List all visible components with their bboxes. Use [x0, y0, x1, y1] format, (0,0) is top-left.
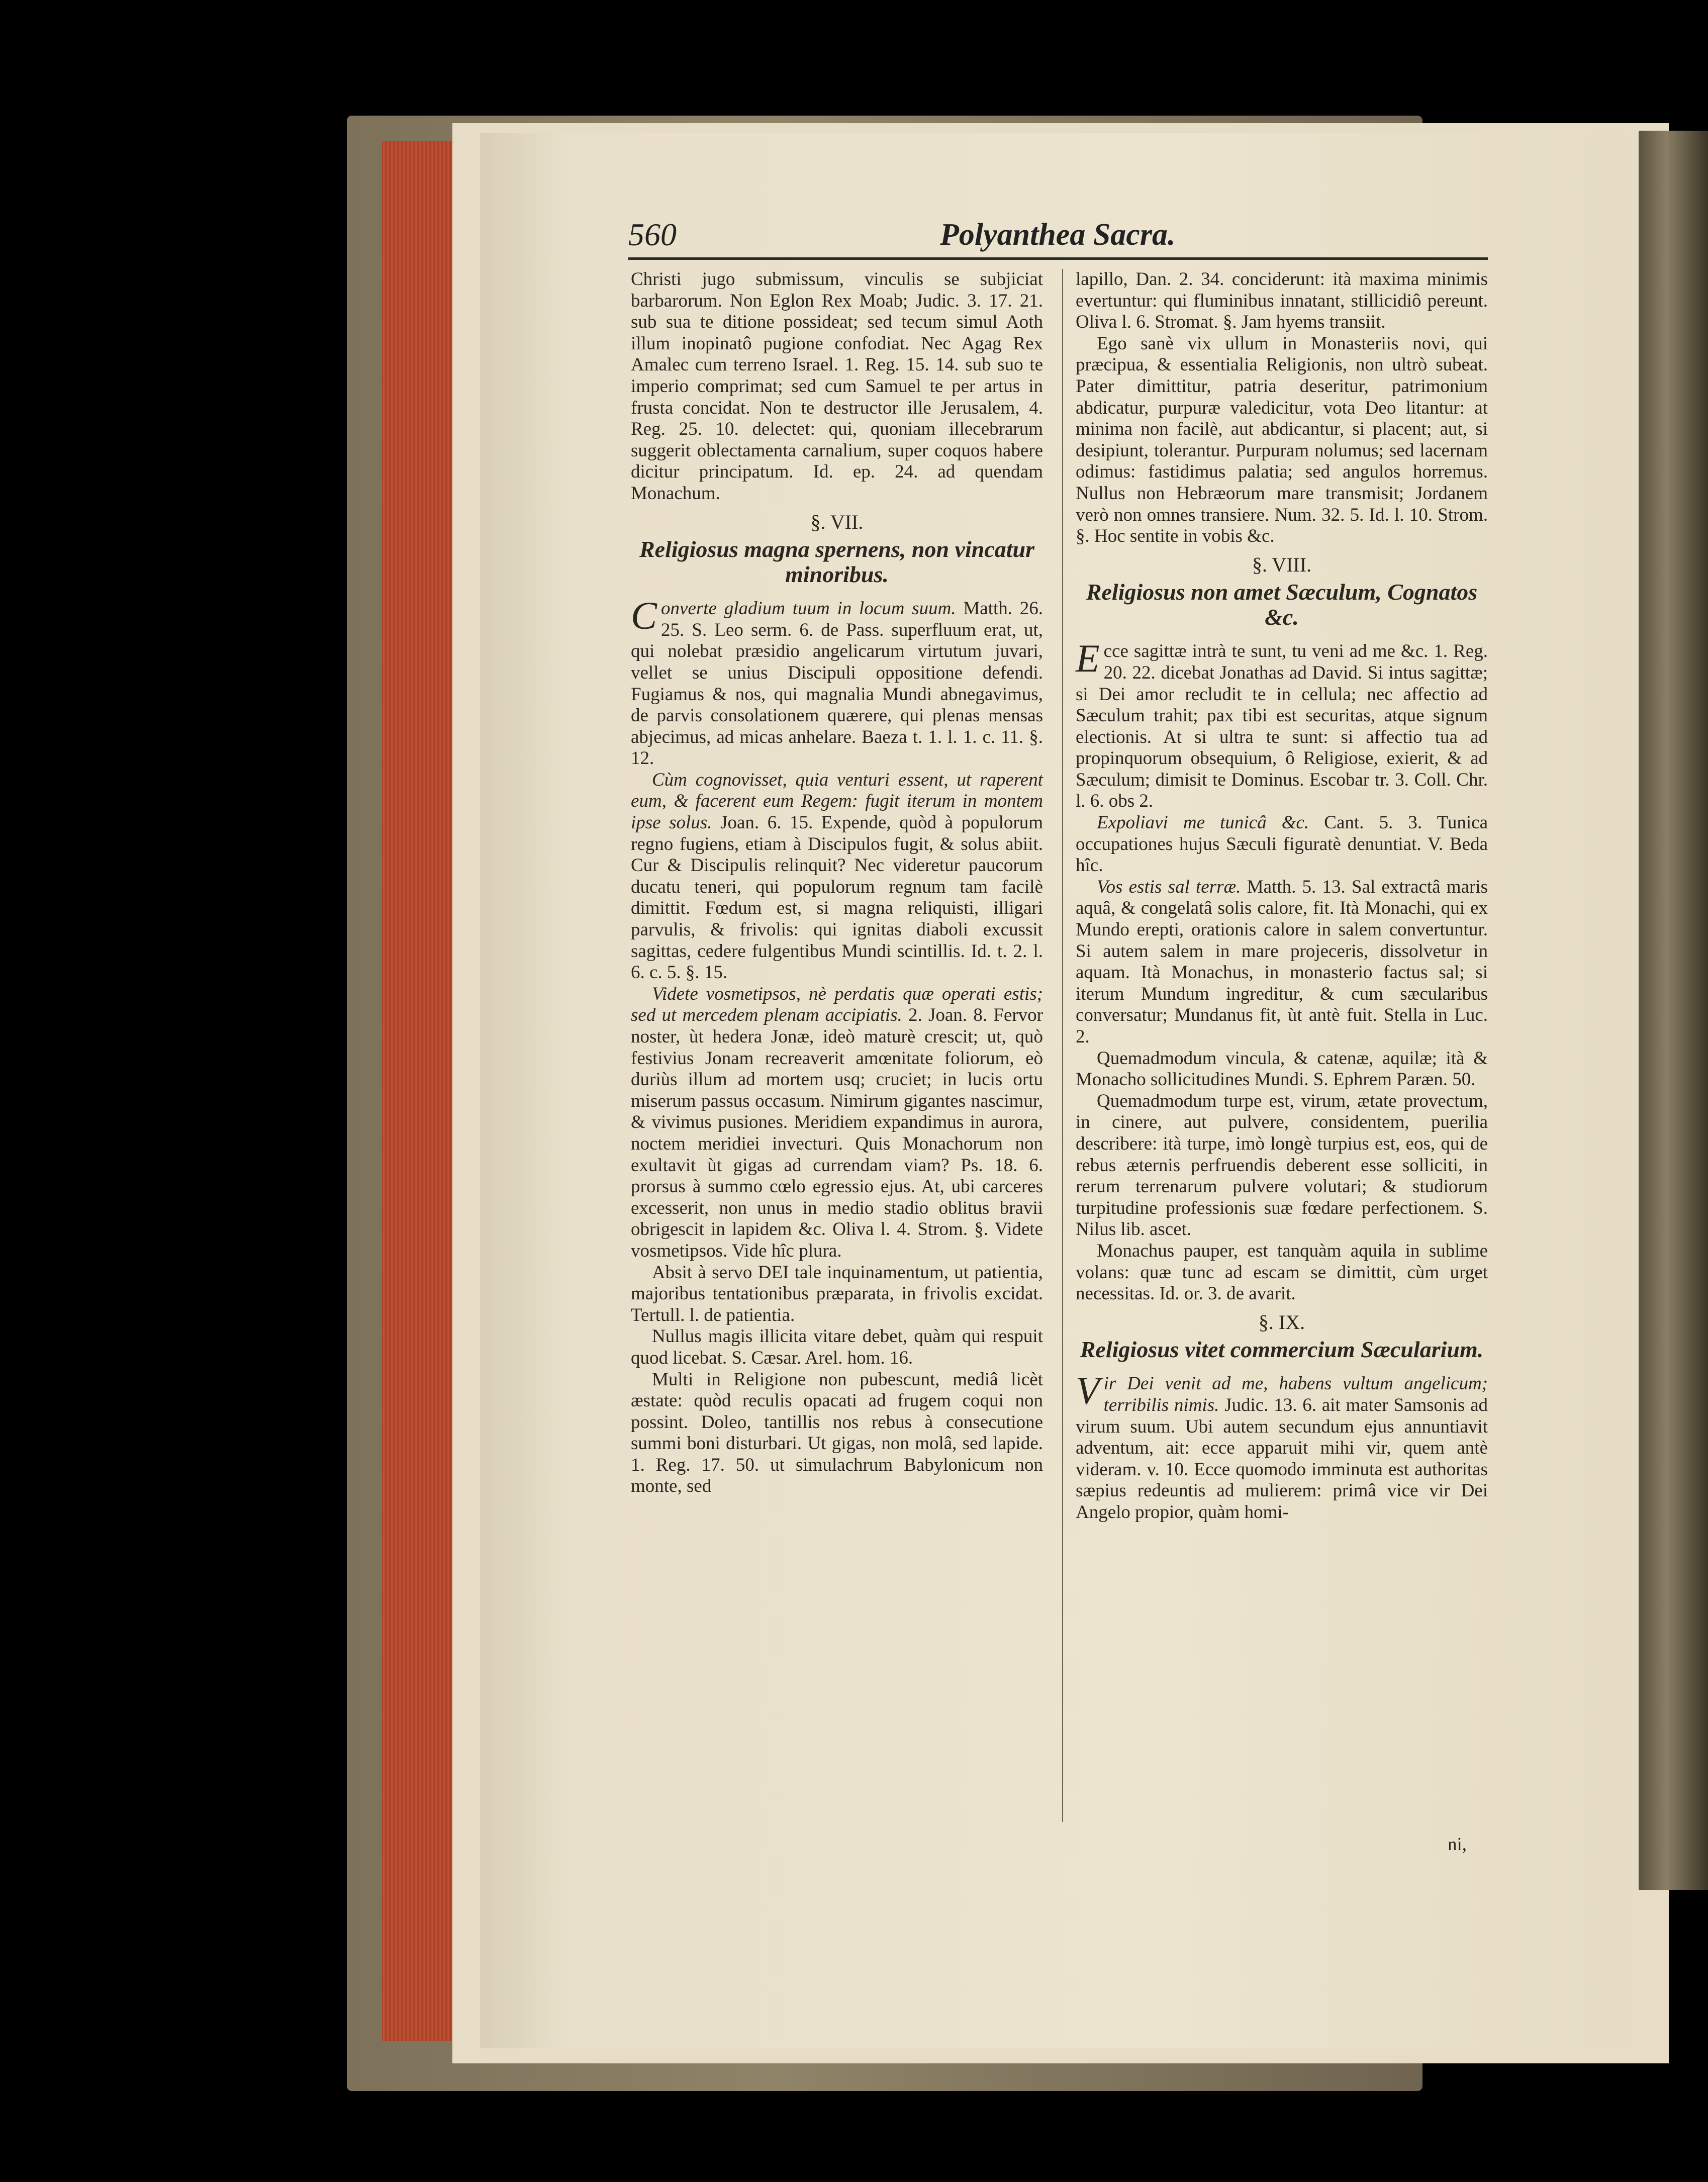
paragraph — [1076, 877, 1488, 1048]
drop-cap: V — [1076, 1369, 1100, 1413]
paragraph-text: Matth. 5. 13. Sal extractâ maris aquâ, & congelatâ solis calore, fit. Ità Monachi, qui ex Mundo erepti, orationis calore in salem convertuntur. Si autem salem in mare projeceris, dissolvetur in aquam. Ità Monachus, in monasterio factus sal; si iterum Mundum ingreditur, & cum sæcularibus conversatur; Mundanus fit, ùt antè fuit. Stella in Luc. 2. — [1076, 876, 1488, 1047]
section-title: Religiosus magna spernens, non vincatur minoribus. — [639, 536, 1035, 588]
paragraph: Multi in Religione non pubescunt, mediâ licèt æstate: quòd reculis opacati ad frugem coqui non possint. Doleo, tantillis nos rebus à consecutione summi boni disturbari. Ut gigas, non molâ, sed lapide. 1. Reg. 17. 50. ut simulachrum Babylonicum non monte, sed — [631, 1369, 1043, 1497]
paragraph — [631, 594, 1043, 770]
page-number: 560 — [628, 217, 677, 252]
adjacent-book — [1639, 131, 1708, 1890]
running-head — [628, 216, 1488, 264]
paragraph: Quemadmodum vincula, & catenæ, aquilæ; ità & Monacho sollicitudines Mundi. S. Ephrem Paræn. 50. — [1076, 1048, 1488, 1090]
paragraph — [1076, 812, 1488, 877]
catchword: ni, — [1448, 1834, 1467, 1855]
section-title: Religiosus non amet Sæculum, Cognatos &c. — [1086, 579, 1478, 630]
paragraph: Monachus pauper, est tanquàm aquila in sublime volans: quæ tunc ad escam se dimittit, cùm urget necessitas. Id. or. 3. de avarit. — [1076, 1240, 1488, 1304]
paragraph: Quemadmodum turpe est, virum, ætate provectum, in cinere, aut pulvere, considentem, puerilia describere: ità turpe, imò longè turpius est, eos, qui de rebus æternis perfruendis deberent esse solliciti, in rerum terrenarum pulvere volutari; & studiorum turpitudine professionis suæ fœdare perfectionem. S. Nilus lib. ascet. — [1076, 1090, 1488, 1240]
section-title: Religiosus vitet commercium Sæcularium. — [1080, 1337, 1484, 1363]
paragraph — [1076, 636, 1488, 812]
paragraph-text: Cant. 5. 3. Tunica occupationes hujus Sæculi figuratè denuntiat. V. Beda hîc. — [1076, 812, 1488, 876]
paragraph — [631, 984, 1043, 1262]
section-number: §. VIII. — [1252, 553, 1312, 576]
drop-cap: C — [631, 594, 657, 638]
scripture-quote: Cùm cognovisset, quia venturi essent, ut raperent eum, & facerent eum Regem: fugit iterum in montem ipse solus. — [631, 769, 1043, 833]
paragraph-text: Joan. 6. 15. Expende, quòd à populorum regno fugiens, etiam à Discipulos fugit, & solus abiit. Cur & Discipulis relinquit? Nec videretur paucorum ducatu teneri, qui populorum regnum tam facilè dimittit. Fœdum est, si magna reliquisti, illigari parvulis, & frivolis: qui ignitas diaboli excussit sagittas, cedere fulgentibus Mundi scintillis. Id. t. 2. l. 6. c. 5. §. 15. — [631, 812, 1043, 983]
scripture-quote: onverte gladium tuum in locum suum. — [661, 598, 956, 619]
column-divider — [1062, 269, 1063, 1822]
paragraph: Absit à servo DEI tale inquinamentum, ut patientia, majoribus tentationibus præparata, in frivolis excidat. Tertull. l. de patientia. — [631, 1262, 1043, 1325]
paragraph: Nullus magis illicita vitare debet, quàm qui respuit quod licebat. S. Cæsar. Arel. hom. 16. — [631, 1326, 1043, 1368]
paragraph: lapillo, Dan. 2. 34. conciderunt: ità maxima minimis evertuntur: qui fluminibus innatant, stillicidiô pereunt. Oliva l. 6. Stromat. §. Jam hyems transiit. — [1076, 269, 1488, 333]
page-edge-red — [382, 141, 462, 2041]
scripture-quote: Expoliavi me tunicâ &c. — [1097, 812, 1309, 833]
left-column — [631, 269, 1043, 1497]
section-number: §. IX. — [1258, 1310, 1305, 1334]
drop-cap: E — [1076, 636, 1100, 681]
paragraph: Christi jugo submissum, vinculis se subjiciat barbarorum. Non Eglon Rex Moab; Judic. 3. 17. 21. sub sua te ditione possideat; sed tecum simul Aoth illum inopinatô pugione confodiat. Nec Agag Rex Amalec cum terreno Israel. 1. Reg. 15. 14. sub suo te imperio comprimat; sed cum Samuel te per artus in frusta concidat. Non te destructor ille Jerusalem, 4. Reg. 25. 10. delectet: qui, quoniam illecebrarum suggerit oblectamenta carnalium, super coquos habere dicitur principatum. Id. ep. 24. ad quendam Monachum. — [631, 269, 1043, 504]
scripture-quote: ir Dei venit ad me, habens vultum angelicum; terribilis nimis. — [1103, 1373, 1488, 1415]
section-number: §. VII. — [810, 510, 864, 533]
paragraph-text: 2. Joan. 8. Fervor noster, ùt hedera Jonæ, ideò maturè crescit; ut, quò festivius Jonam recreaverit amœnitate foliorum, eò duriùs illum ad mortem usq; cruciet; in lucis ortu miserum passus occasum. Nimirum gigantes nascimur, & vivimus pusiones. Meridiem expandimus in aurora, noctem meridiei invecturi. Quis Monachorum non exultavit ùt gigas ad currendam viam? Ps. 18. 6. prorsus à summo cœlo egressio ejus. At, ubi carceres excesserit, non unus in medio stadio oblitus bravii obrigescit in lapidem &c. Oliva l. 4. Strom. §. Videte vosmetipsos. Vide hîc plura. — [631, 1005, 1043, 1261]
paragraph: Ego sanè vix ullum in Monasteriis novi, qui præcipua, & essentialia Religionis, non ultrò subeat. Pater dimittitur, patria deseritur, patrimonium abdicatur, purpuræ valedicitur, vota Deo litantur: at minima non facilè, aut abdicantur, si placent; aut, si desipiunt, tolerantur. Purpuram nolumus; sed lacernam odimus: fastidimus palatia; sed angulos horremus. Nullus non Hebræorum mare transmisit; Jordanem verò non omnes transiere. Num. 32. 5. Id. l. 10. Strom. §. Hoc sentite in vobis &c. — [1076, 333, 1488, 547]
paragraph — [1076, 1369, 1488, 1523]
scripture-quote: Vos estis sal terræ. — [1097, 876, 1241, 897]
paragraph-text: Matth. 26. 25. S. Leo serm. 6. de Pass. superfluum erat, ut, qui nolebat præsidio angelicarum virtutum juvari, vellet se unius Discipuli oppositione defendi. Fugiamus & nos, qui magnalia Mundi abnegavimus, de parvis consolationem quærere, qui plenas mensas abjecimus, ad micas anhelare. Baeza t. 1. l. 1. c. 11. §. 12. — [631, 598, 1043, 769]
paragraph-text: Judic. 13. 6. ait mater Samsonis ad virum suum. Ubi autem secundum ejus annuntiavit adventum, ait: ecce apparuit mihi vir, quem antè videram. v. 10. Ecce quomodo imminuta est authoritas sæpius redeuntis ad mulierem: primâ vice vir Dei Angelo propior, quàm homi- — [1076, 1394, 1488, 1523]
right-column — [1076, 269, 1488, 1523]
paragraph — [631, 770, 1043, 984]
head-rule — [628, 257, 1488, 260]
scripture-quote: Videte vosmetipsos, nè perdatis quæ operati estis; sed ut mercedem plenam accipiatis. — [631, 983, 1043, 1026]
running-title: Polyanthea Sacra. — [940, 218, 1176, 252]
paragraph-text: cce sagittæ intrà te sunt, tu veni ad me &c. 1. Reg. 20. 22. dicebat Jonathas ad David. Si intus sagittæ; si Dei amor recludit te in cellula; nec affectio ad Sæculum trahit; pax tibi est securitas, atque signum electionis. At si ultra te sunt: si affectio tua ad propinquorum obsequium, ô Religiose, exierit, & ad Sæculum; dimisit te Dominus. Escobar tr. 3. Coll. Chr. l. 6. obs 2. — [1076, 641, 1488, 812]
